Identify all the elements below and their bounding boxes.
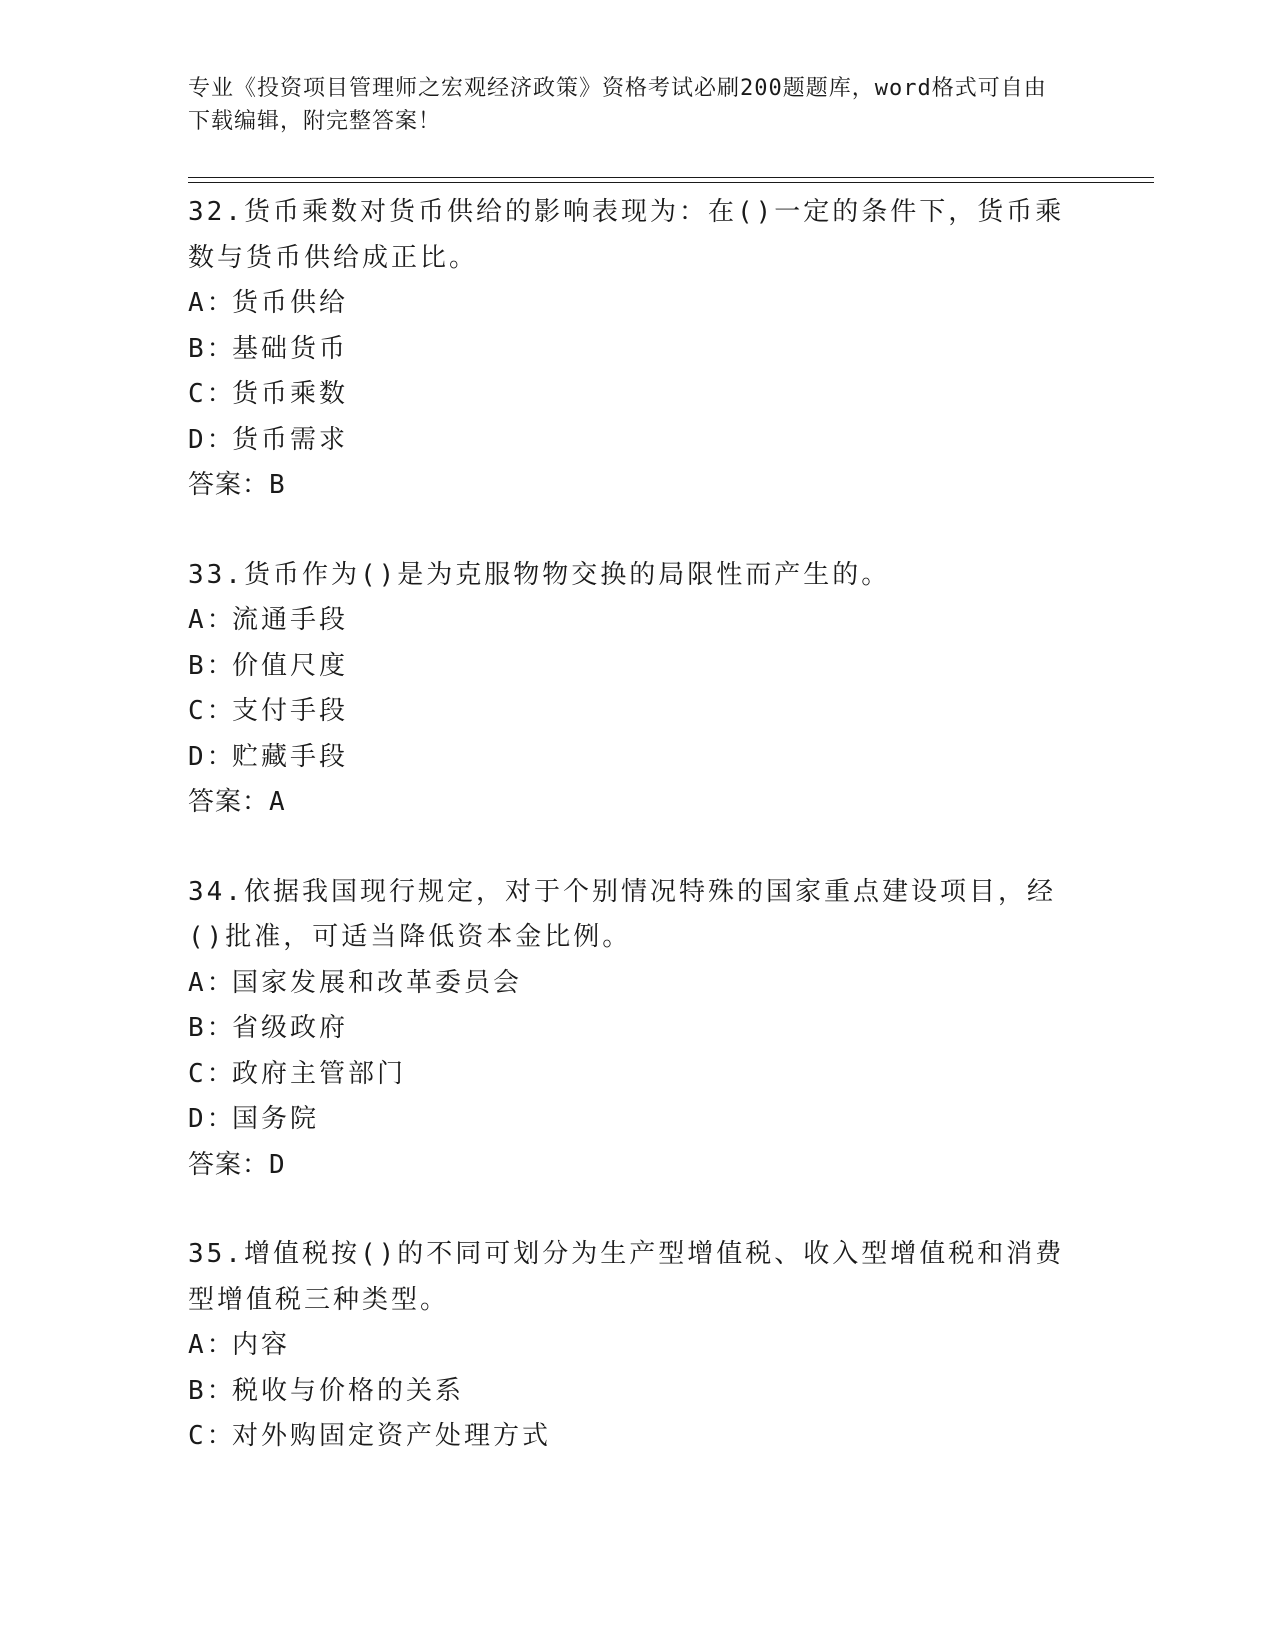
option-key: C： <box>188 696 236 726</box>
option-c <box>188 372 1088 418</box>
option-text: 国务院 <box>232 1104 320 1134</box>
option-b <box>188 644 1088 690</box>
option-a <box>188 281 1088 327</box>
answer-value: D <box>269 1149 286 1180</box>
question-list <box>188 190 1088 1504</box>
question-stem: 34.依据我国现行规定，对于个别情况特殊的国家重点建设项目，经()批准，可适当降低资本金比例。 <box>188 876 1056 952</box>
option-b <box>188 1006 1088 1052</box>
option-b <box>188 327 1088 373</box>
answer-label: 答案： <box>188 1149 270 1180</box>
option-c <box>188 689 1088 735</box>
question-33 <box>188 553 1088 826</box>
option-text: 税收与价格的关系 <box>232 1375 465 1406</box>
option-text: 省级政府 <box>232 1013 349 1043</box>
option-text: 货币供给 <box>232 288 349 318</box>
document-header: 专业《投资项目管理师之宏观经济政策》资格考试必刷200题题库，word格式可自由下载编辑，附完整答案！ <box>188 76 1047 134</box>
option-key: A： <box>188 605 236 635</box>
answer-value: B <box>269 470 286 500</box>
option-a <box>188 961 1088 1007</box>
option-key: D： <box>188 1104 236 1134</box>
question-stem: 33.货币作为()是为克服物物交换的局限性而产生的。 <box>188 559 891 590</box>
option-key: A： <box>188 967 236 998</box>
answer-line <box>188 1143 1088 1189</box>
question-34 <box>188 870 1088 1189</box>
option-key: A： <box>188 288 236 318</box>
option-text: 货币乘数 <box>232 379 349 409</box>
option-key: B： <box>188 333 236 364</box>
option-text: 流通手段 <box>232 605 349 635</box>
option-key: D： <box>188 741 236 772</box>
option-c <box>188 1052 1088 1098</box>
answer-label: 答案： <box>188 787 270 817</box>
question-stem: 35.增值税按()的不同可划分为生产型增值税、收入型增值税和消费型增值税三种类型。 <box>188 1239 1065 1315</box>
question-stem: 32.货币乘数对货币供给的影响表现为：在()一定的条件下，货币乘数与货币供给成正比。 <box>188 197 1065 273</box>
answer-value: A <box>269 787 286 817</box>
option-text: 货币需求 <box>232 424 349 455</box>
option-key: B： <box>188 650 236 681</box>
option-text: 内容 <box>232 1330 291 1360</box>
option-c <box>188 1414 1088 1460</box>
option-d <box>188 418 1088 464</box>
option-key: D： <box>188 424 236 455</box>
option-key: C： <box>188 379 236 409</box>
option-text: 价值尺度 <box>232 650 349 681</box>
option-text: 对外购固定资产处理方式 <box>232 1421 552 1451</box>
question-35 <box>188 1232 1088 1460</box>
option-d <box>188 735 1088 781</box>
option-d <box>188 1097 1088 1143</box>
option-text: 国家发展和改革委员会 <box>232 967 523 998</box>
option-key: B： <box>188 1013 236 1043</box>
option-a <box>188 598 1088 644</box>
header-divider-bottom <box>188 182 1154 183</box>
header-divider-top <box>188 177 1154 178</box>
option-text: 支付手段 <box>232 696 349 726</box>
option-text: 贮藏手段 <box>232 741 349 772</box>
option-key: C： <box>188 1058 236 1089</box>
answer-line <box>188 463 1088 509</box>
option-a <box>188 1323 1088 1369</box>
answer-line <box>188 780 1088 826</box>
option-key: B： <box>188 1375 236 1406</box>
answer-label: 答案： <box>188 470 270 500</box>
question-32 <box>188 190 1088 509</box>
option-b <box>188 1369 1088 1415</box>
option-text: 基础货币 <box>232 333 349 364</box>
option-text: 政府主管部门 <box>232 1058 407 1089</box>
option-key: A： <box>188 1330 236 1360</box>
option-key: C： <box>188 1421 236 1451</box>
